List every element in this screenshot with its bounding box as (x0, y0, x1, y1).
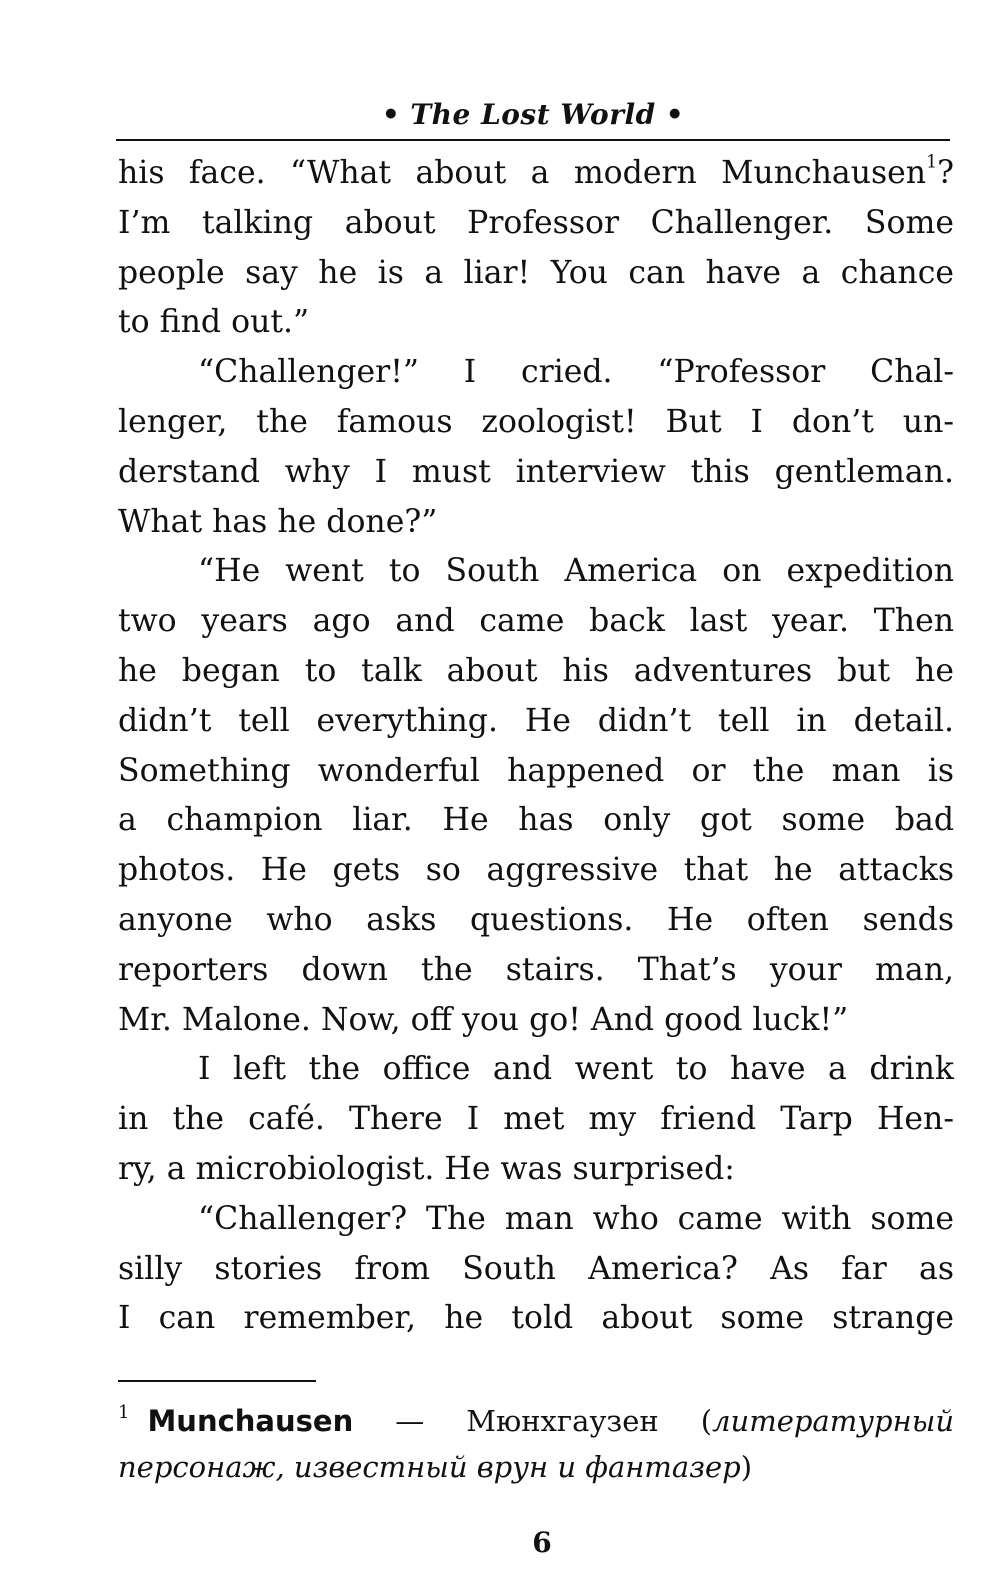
header-rule (116, 139, 950, 141)
line-text: to find out.” (118, 304, 310, 341)
text-line (118, 1195, 954, 1245)
text-line (118, 1095, 954, 1145)
line-text: “Challenger? The man who came with some (198, 1200, 954, 1237)
line-text: I’m talking about Professor Challenger. Some (118, 204, 954, 241)
footnote-close-paren: ) (740, 1450, 753, 1484)
text-line (118, 946, 954, 996)
text-line (118, 846, 954, 896)
text-line (118, 697, 954, 747)
text-line (118, 199, 954, 249)
text-line (118, 1045, 954, 1095)
text-line (118, 996, 954, 1046)
text-line (118, 896, 954, 946)
text-line (118, 1145, 954, 1195)
footnote-dash: — (395, 1404, 425, 1438)
line-text: silly stories from South America? As far as (118, 1250, 954, 1287)
footnote-rule (118, 1380, 316, 1382)
line-text: two years ago and came back last year. Then (118, 603, 954, 640)
line-text: a champion liar. He has only got some bad (118, 802, 954, 839)
footnote-line-2 (118, 1444, 954, 1490)
line-text: “He went to South America on expedition (198, 553, 954, 590)
footnote-description-1: литературный (712, 1404, 955, 1438)
text-line (118, 547, 954, 597)
text-line (118, 747, 954, 797)
text-line (118, 647, 954, 697)
line-text: didn’t tell everything. He didn’t tell in detail. (118, 702, 954, 739)
text-line (118, 1245, 954, 1295)
footnote-line-1 (118, 1398, 954, 1444)
line-text: his face. “What about a modern Munchausen (118, 155, 927, 191)
book-title: The Lost World (410, 98, 656, 131)
text-line (118, 498, 954, 548)
line-text: I can remember, he told about some strange (118, 1300, 954, 1337)
text-line (118, 1294, 954, 1344)
footnote-marker: 1 (926, 152, 938, 173)
text-line (118, 298, 954, 348)
line-text: lenger, the famous zoologist! But I don’t un- (118, 403, 954, 440)
text-line (118, 149, 954, 199)
footnote-translation: Мюнхгаузен ( (466, 1404, 713, 1438)
line-text: reporters down the stairs. That’s your man, (118, 951, 954, 988)
line-text: people say he is a liar! You can have a chance (118, 254, 954, 291)
bullet-left: • (381, 98, 401, 131)
line-text: he began to talk about his adventures but he (118, 652, 954, 689)
line-text: anyone who asks questions. He often sends (118, 901, 954, 938)
line-text: in the café. There I met my friend Tarp Hen- (118, 1101, 954, 1138)
text-line (118, 348, 954, 398)
body-text (118, 149, 954, 1344)
footnote-term: Munchausen (147, 1404, 354, 1438)
text-line (118, 597, 954, 647)
footnote-description-2: персонаж, известный врун и фантазер (118, 1450, 741, 1484)
line-text-after: ? (937, 155, 954, 191)
text-line (118, 249, 954, 299)
line-text: Something wonderful happened or the man is (118, 752, 954, 789)
footnote-number: 1 (118, 1402, 130, 1424)
bullet-right: • (665, 98, 685, 131)
line-text: “Challenger!” I cried. “Professor Chal- (198, 354, 954, 391)
line-text: ry, a microbiologist. He was surprised: (118, 1150, 735, 1187)
running-head (116, 98, 950, 131)
footnote (118, 1398, 954, 1490)
page-number: 6 (532, 1526, 552, 1559)
text-line (118, 448, 954, 498)
line-text: derstand why I must interview this gentleman. (118, 453, 954, 490)
text-line (118, 796, 954, 846)
line-text: Mr. Malone. Now, off you go! And good luck!” (118, 1001, 849, 1038)
line-text: What has he done?” (118, 503, 438, 540)
line-text: photos. He gets so aggressive that he attacks (118, 852, 954, 889)
line-text: I left the office and went to have a drink (198, 1051, 954, 1088)
text-line (118, 398, 954, 448)
